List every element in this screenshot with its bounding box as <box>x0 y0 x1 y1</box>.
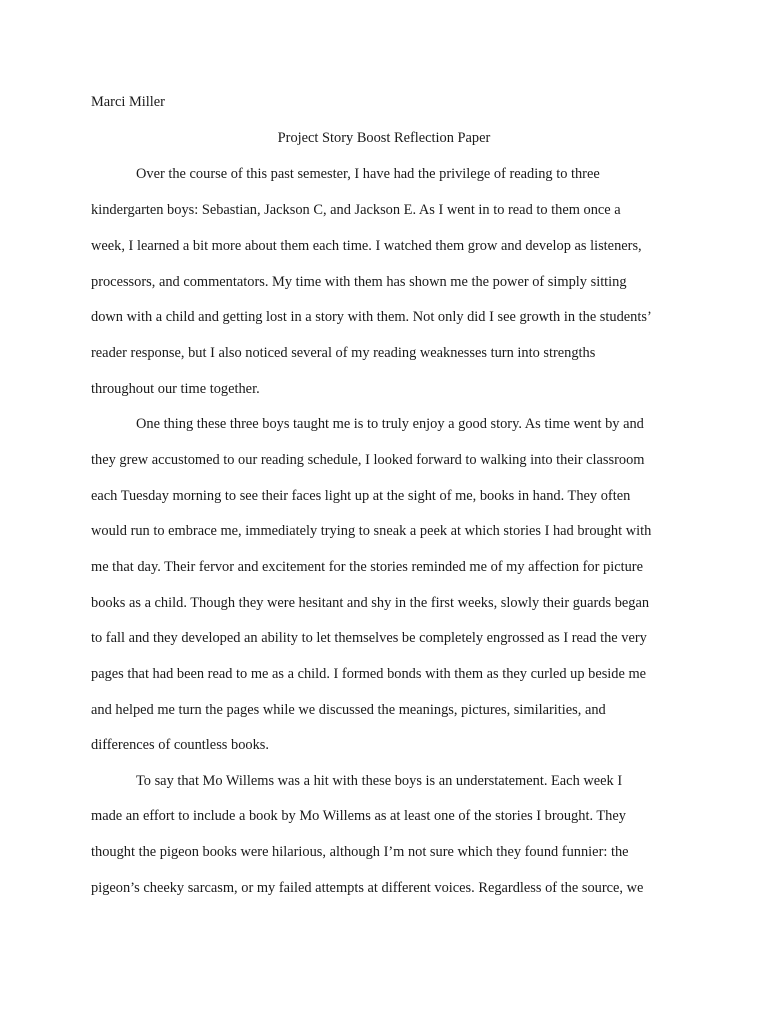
paragraph-1-line-7: throughout our time together. <box>91 381 260 397</box>
paragraph-1-line-3: week, I learned a bit more about them each time. I watched them grow and develop as listeners, <box>91 238 642 254</box>
paragraph-2-line-3: each Tuesday morning to see their faces light up at the sight of me, books in hand. They often <box>91 488 631 504</box>
paragraph-1-line-6: reader response, but I also noticed several of my reading weaknesses turn into strengths <box>91 345 596 361</box>
paragraph-2-line-2: they grew accustomed to our reading schedule, I looked forward to walking into their classroom <box>91 452 645 468</box>
paragraph-2-line-5: me that day. Their fervor and excitement for the stories reminded me of my affection for picture <box>91 559 643 575</box>
paragraph-3-line-3: thought the pigeon books were hilarious, although I’m not sure which they found funnier: the <box>91 844 629 860</box>
paragraph-3-line-4: pigeon’s cheeky sarcasm, or my failed attempts at different voices. Regardless of the source, we <box>91 880 644 896</box>
paragraph-2-line-1: One thing these three boys taught me is to truly enjoy a good story. As time went by and <box>136 416 644 432</box>
paragraph-1-line-4: processors, and commentators. My time with them has shown me the power of simply sitting <box>91 274 627 290</box>
paragraph-3-line-1: To say that Mo Willems was a hit with these boys is an understatement. Each week I <box>136 773 623 789</box>
paper-title: Project Story Boost Reflection Paper <box>277 130 491 146</box>
paragraph-1-line-2: kindergarten boys: Sebastian, Jackson C, and Jackson E. As I went in to read to them once a <box>91 202 621 218</box>
paragraph-2-line-9: and helped me turn the pages while we discussed the meanings, pictures, similarities, and <box>91 702 606 718</box>
paragraph-1-line-5: down with a child and getting lost in a story with them. Not only did I see growth in the students’ <box>91 309 652 325</box>
paragraph-2-line-10: differences of countless books. <box>91 737 269 753</box>
paragraph-2-line-7: to fall and they developed an ability to let themselves be completely engrossed as I read the very <box>91 630 647 646</box>
paragraph-2-line-6: books as a child. Though they were hesitant and shy in the first weeks, slowly their guards began <box>91 595 650 611</box>
author-name: Marci Miller <box>91 94 165 110</box>
paragraph-2-line-8: pages that had been read to me as a child. I formed bonds with them as they curled up beside me <box>91 666 647 682</box>
paragraph-1-line-1: Over the course of this past semester, I have had the privilege of reading to three <box>136 166 600 182</box>
paragraph-3-line-2: made an effort to include a book by Mo Willems as at least one of the stories I brought. They <box>91 808 626 824</box>
paragraph-2-line-4: would run to embrace me, immediately trying to sneak a peek at which stories I had brought with <box>91 523 652 539</box>
